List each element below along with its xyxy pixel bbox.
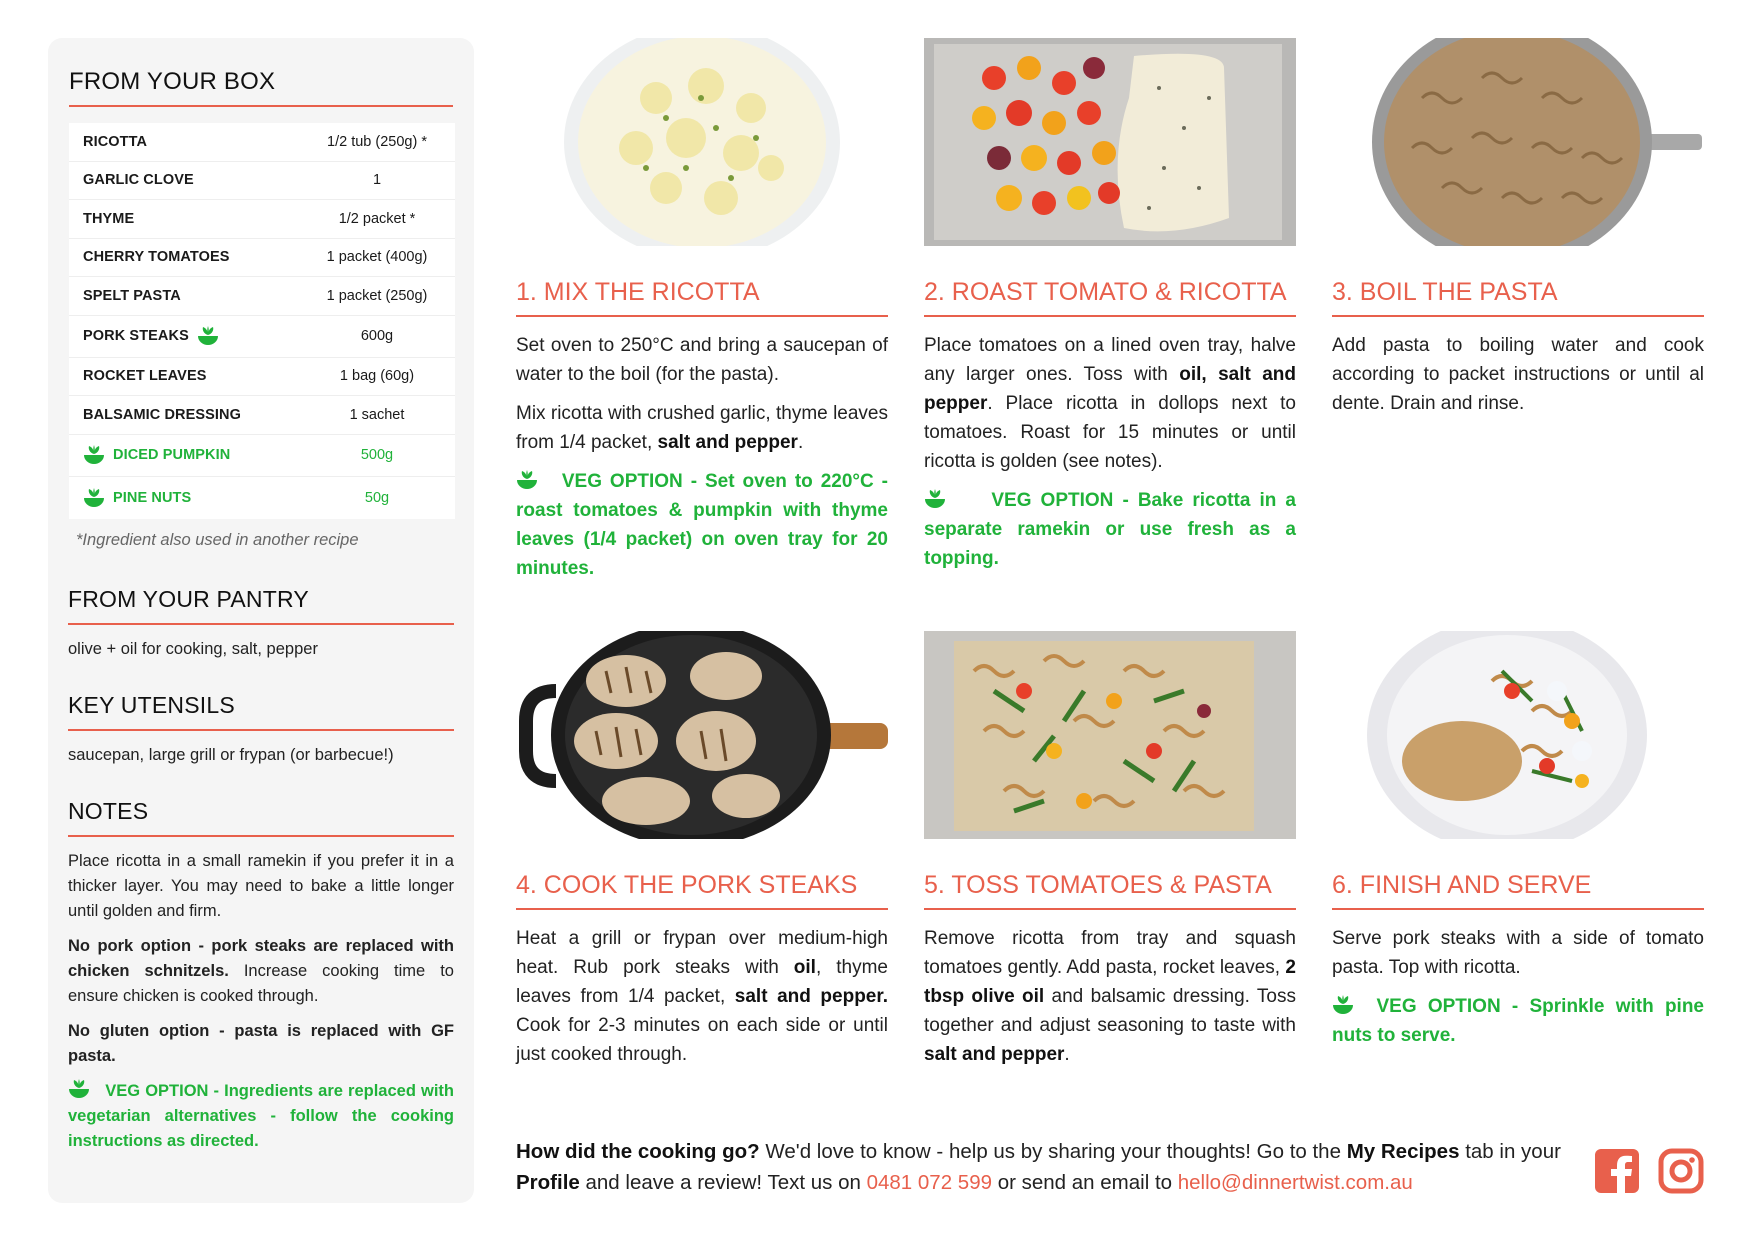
step-3-para-1: Add pasta to boiling water and cook according to packet instructions or until al dente. Drain and rinse. [1332,335,1704,414]
ingredient-row [69,477,455,519]
footer-profile: Profile [516,1171,580,1194]
ingredient-row [69,123,455,162]
leaf-bowl-icon [83,488,105,508]
ingredient-row [69,316,455,358]
social-links [1594,1148,1704,1194]
ingredient-row [69,200,455,239]
ricotta-bowl-photo [516,38,888,246]
ingredient-name [83,326,313,346]
tossed-pasta-tray-photo [924,631,1296,839]
step-1-para-2c: . [797,432,804,453]
ingredient-quantity: 1 bag (60g) [339,368,415,385]
step-2-para-1b: oil, salt and pepper [924,364,1296,414]
email-link[interactable]: hello@dinnertwist.com.au [1177,1171,1413,1194]
ingredient-name-text: SPELT PASTA [83,287,181,304]
footer-my-recipes: My Recipes [1346,1140,1460,1163]
ingredient-name [83,488,313,508]
note-no-pork [68,934,454,1009]
ingredient-quantity: 1/2 packet * [338,210,416,227]
step-5-para-1e: . [1064,1044,1070,1065]
step-5-para-1d: salt and pepper [924,1044,1065,1065]
step-4-para-1d: salt and pepper. [734,986,888,1007]
step-1-veg-text: VEG OPTION - Set oven to 220°C - roast tomatoes & pumpkin with thyme leaves (1/4 packet) on oven tray for 20 minutes. [516,471,888,579]
leaf-bowl-icon [197,326,219,346]
footer-text-3: and leave a review! Text us on [579,1171,867,1194]
ingredient-name [83,211,313,227]
facebook-icon[interactable] [1594,1148,1640,1194]
utensils-section [68,692,454,768]
step-6-title: 6. FINISH AND SERVE [1332,871,1704,910]
phone-link[interactable]: 0481 072 599 [866,1171,992,1194]
step-5 [924,631,1296,1079]
step-1-para-1: Set oven to 250°C and bring a saucepan of water to the boil (for the pasta). [516,335,888,385]
step-2-para-1c: . Place ricotta in dollops next to tomatoes. Roast for 15 minutes or until ricotta is golden (see notes). [924,393,1296,472]
ingredient-quantity: 600g [360,328,394,344]
ingredient-name-text: RICOTTA [83,133,148,150]
footer-text-1: We'd love to know - help us by sharing your thoughts! Go to the [759,1140,1347,1163]
step-1 [516,38,888,593]
step-1-para-2a: Mix ricotta with crushed garlic, thyme leaves from 1/4 packet, [516,403,888,453]
ingredient-quantity: 1 [372,172,382,189]
leaf-bowl-icon [924,489,946,509]
leaf-bowl-icon [1332,995,1354,1015]
footer-question: How did the cooking go? [516,1140,760,1163]
step-1-para-2 [516,399,888,457]
ingredient-name [83,288,313,304]
note-veg-text: VEG OPTION - Ingredients are replaced with vegetarian alternatives - follow the cooking instructions as directed. [68,1081,454,1150]
pasta-colander-photo [1332,38,1704,246]
notes-section [68,798,454,1154]
step-6-veg-text: VEG OPTION - Sprinkle with pine nuts to serve. [1332,996,1704,1046]
from-your-pantry-heading: FROM YOUR PANTRY [68,586,454,625]
grill-pan-photo [516,631,888,839]
step-4-para-1b: oil [793,957,816,978]
ingredient-name-text: PINE NUTS [113,489,192,506]
ingredient-row [69,358,455,397]
step-6-para-1: Serve pork steaks with a side of tomato pasta. Top with ricotta. [1332,928,1704,978]
pantry-section [68,586,454,662]
note-no-pork-rest: Increase cooking time to ensure chicken is cooked through. [68,961,454,1005]
ingredient-name [83,368,313,384]
step-6 [1332,631,1704,1060]
ingredient-name-text: PORK STEAKS [83,328,189,344]
ingredient-name-text: DICED PUMPKIN [113,447,231,463]
ingredients-panel [48,38,474,1203]
step-4-para-1a: Heat a grill or frypan over medium-high heat. Rub pork steaks with [516,928,888,978]
step-4-para-1 [516,924,888,1069]
ingredients-table [69,123,455,519]
notes-heading: NOTES [68,798,454,837]
ingredient-quantity: 1 packet (250g) [326,287,428,304]
ingredient-name-text: ROCKET LEAVES [83,368,207,385]
step-3 [1332,38,1704,428]
plated-dish-photo [1332,631,1704,839]
step-2 [924,38,1296,583]
step-2-title: 2. ROAST TOMATO & RICOTTA [924,278,1296,317]
ingredient-quantity: 500g [360,447,394,463]
ingredient-name-text: CHERRY TOMATOES [83,249,230,266]
pantry-text: olive + oil for cooking, salt, pepper [68,639,318,658]
ingredient-quantity: 50g [364,489,390,506]
footer-text-2: tab in your [1459,1140,1561,1163]
ingredient-name [83,134,313,150]
step-5-para-1a: Remove ricotta from tray and squash tomatoes gently. Add pasta, rocket leaves, [924,928,1296,978]
step-5-para-1b: 2 tbsp olive oil [924,957,1296,1007]
ingredient-row [69,239,455,278]
footer-text-4: or send an email to [992,1171,1178,1194]
ingredient-name [83,407,313,423]
note-veg-option [68,1079,454,1154]
leaf-bowl-icon [516,470,538,490]
step-5-para-1c: and balsamic dressing. Toss together and adjust seasoning to taste with [924,986,1297,1036]
leaf-bowl-icon [68,1079,90,1099]
feedback-footer [516,1136,1566,1198]
step-4-para-1e: Cook for 2-3 minutes on each side or until just cooked through. [516,1015,888,1065]
ingredient-name [83,249,313,265]
step-1-veg-option [516,467,888,583]
step-1-title: 1. MIX THE RICOTTA [516,278,888,317]
step-4-para-1c: , thyme leaves from 1/4 packet, [516,957,888,1007]
step-2-para-1a: Place tomatoes on a lined oven tray, halve any larger ones. Toss with [924,335,1296,385]
ingredient-row [69,435,455,477]
ingredient-quantity: 1 packet (400g) [326,249,428,266]
note-no-gluten [68,1019,454,1069]
step-6-veg-option [1332,992,1704,1050]
step-5-title: 5. TOSS TOMATOES & PASTA [924,871,1296,910]
note-no-pork-bold: No pork option - pork steaks are replaced with chicken schnitzels. [68,936,454,980]
step-2-para-1 [924,331,1296,476]
key-utensils-heading: KEY UTENSILS [68,692,454,731]
step-1-para-2b: salt and pepper [657,432,798,453]
ingredient-quantity: 1 sachet [349,406,405,423]
from-your-box-heading: FROM YOUR BOX [69,68,453,107]
step-2-veg-text: VEG OPTION - Bake ricotta in a separate ramekin or use fresh as a topping. [924,490,1296,569]
instagram-icon[interactable] [1658,1148,1704,1194]
ingredient-footnote: *Ingredient also used in another recipe [76,530,359,549]
ingredient-name [83,445,313,465]
ingredient-row [69,162,455,201]
ingredient-row [69,396,455,435]
step-4 [516,631,888,1079]
note-no-gluten-bold: No gluten option - pasta is replaced with GF pasta. [68,1021,454,1065]
ingredient-row [69,277,455,316]
ingredient-name-text: THYME [83,210,135,227]
roast-tray-photo [924,38,1296,246]
step-2-veg-option [924,486,1296,573]
utensils-text: saucepan, large grill or frypan (or barbecue!) [68,745,394,764]
leaf-bowl-icon [83,445,105,465]
ingredient-quantity: 1/2 tub (250g) * [327,133,427,150]
ingredient-name-text: BALSAMIC DRESSING [83,406,241,423]
step-3-title: 3. BOIL THE PASTA [1332,278,1704,317]
step-4-title: 4. COOK THE PORK STEAKS [516,871,888,910]
ingredient-name-text: GARLIC CLOVE [83,172,194,189]
note-ramekin: Place ricotta in a small ramekin if you prefer it in a thicker layer. You may need to bake a little longer until golden and firm. [68,851,454,920]
ingredient-name [83,172,313,188]
step-5-para-1 [924,924,1296,1069]
